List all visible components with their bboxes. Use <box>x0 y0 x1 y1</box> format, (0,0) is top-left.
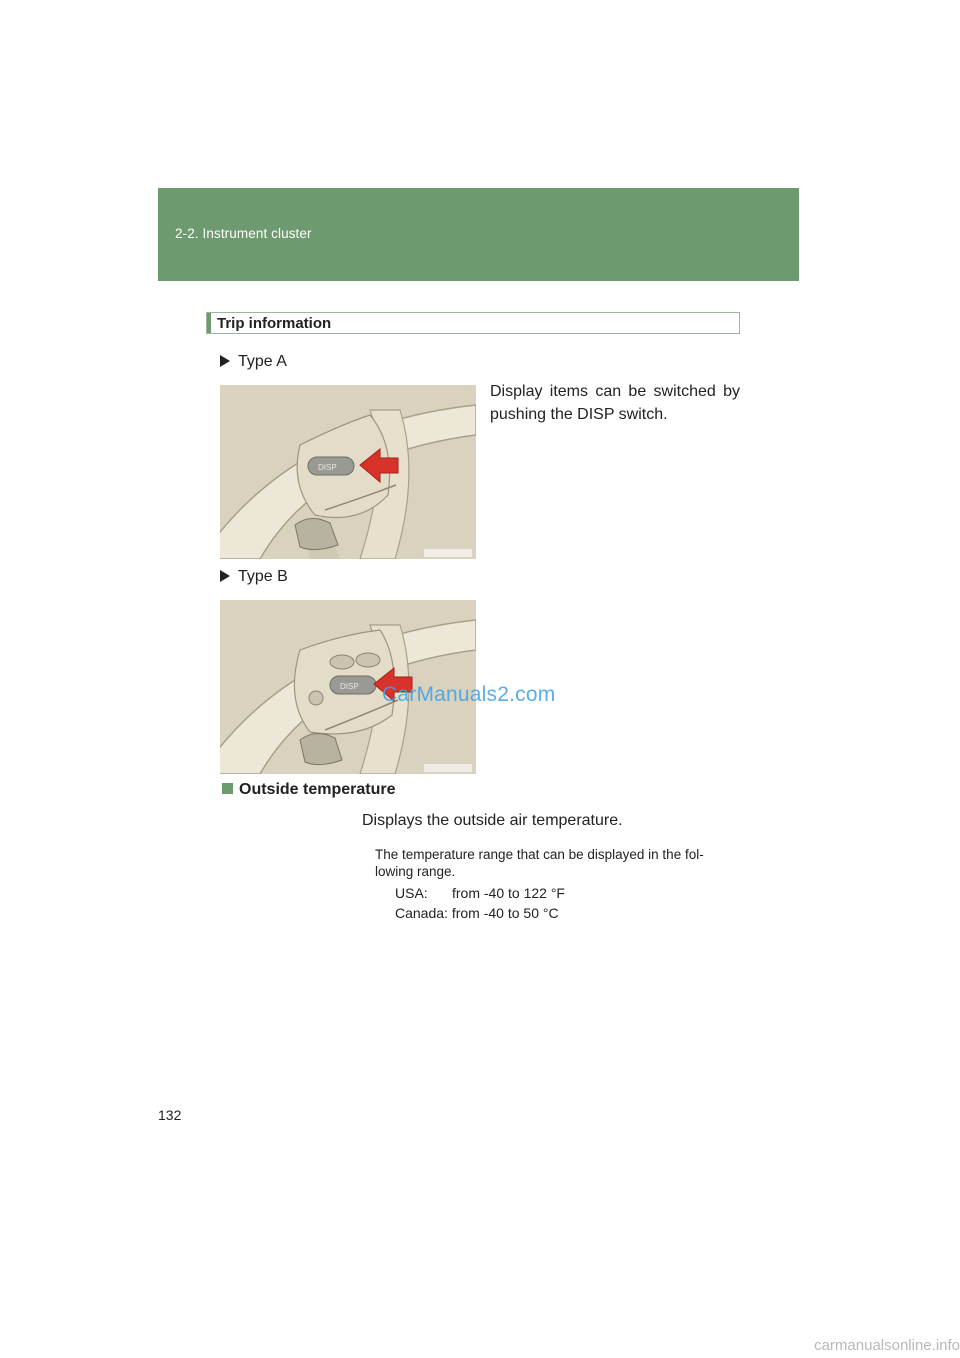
watermark-text: CarManuals2.com <box>382 683 556 706</box>
section-title-bar <box>206 312 740 334</box>
type-a-description: Display items can be switched by pushing the DISP switch. <box>490 383 740 423</box>
range-canada: Canada: from -40 to 50 °C <box>395 905 559 921</box>
footer-watermark: carmanualsonline.info <box>814 1337 960 1354</box>
range-usa: USA: from -40 to 122 °F <box>395 885 565 901</box>
section-breadcrumb: 2-2. Instrument cluster <box>175 226 312 241</box>
square-bullet-icon <box>222 783 233 794</box>
type-a-label: Type A <box>220 353 287 371</box>
type-b-label: Type B <box>220 568 288 586</box>
header-band <box>158 188 799 281</box>
triangle-bullet-icon <box>220 570 230 582</box>
outside-temperature-text: Displays the outside air temperature. <box>362 812 623 829</box>
section-accent <box>207 313 211 333</box>
svg-text:DISP: DISP <box>340 682 359 691</box>
section-title: Trip information <box>217 315 332 332</box>
temperature-range-note: The temperature range that can be displayed in the fol- lowing range. <box>375 847 704 879</box>
svg-text:DISP: DISP <box>318 463 337 472</box>
triangle-bullet-icon <box>220 355 230 367</box>
steering-wheel-illustration-type-a <box>220 385 476 559</box>
outside-temperature-heading: Outside temperature <box>222 781 395 799</box>
page-number: 132 <box>158 1107 182 1123</box>
